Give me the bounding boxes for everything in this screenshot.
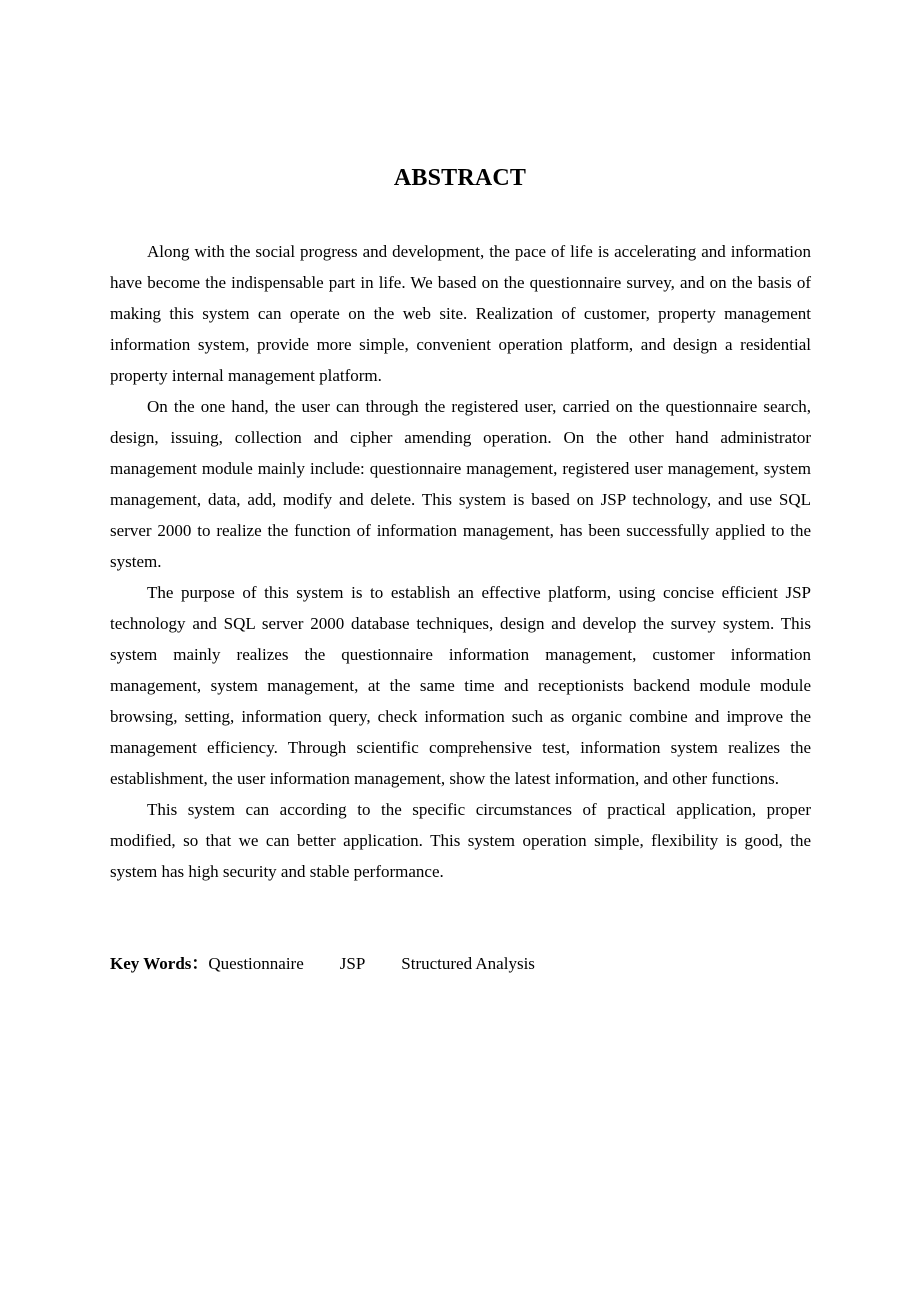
keywords-line: [110, 948, 535, 979]
abstract-title: ABSTRACT: [393, 165, 527, 191]
abstract-body: [110, 236, 811, 887]
abstract-paragraph-2: On the one hand, the user can through the registered user, carried on the questionnaire search, design, issuing, collection and cipher amending operation. On the other hand administrator management module mainly include: questionnaire management, registered user management, system management, data, add, modify and delete. This system is based on JSP technology, and use SQL server 2000 to realize the function of information management, has been successfully applied to the system.: [110, 397, 811, 571]
abstract-paragraph-3: The purpose of this system is to establish an effective platform, using concise efficient JSP technology and SQL server 2000 database techniques, design and develop the survey system. This system mainly realizes the questionnaire information management, customer information management, system management, at the same time and receptionists backend module module browsing, setting, information query, check information such as organic combine and improve the management efficiency. Through scientific comprehensive test, information system realizes the establishment, the user information management, show the latest information, and other functions.: [110, 583, 811, 788]
abstract-paragraph-1: Along with the social progress and development, the pace of life is accelerating and information have become the indispensable part in life. We based on the questionnaire survey, and on the basis of making this system can operate on the web site. Realization of customer, property management information system, provide more simple, convenient operation platform, and design a residential property internal management platform.: [110, 242, 811, 385]
abstract-paragraph-4: This system can according to the specific circumstances of practical application, proper modified, so that we can better application. This system operation simple, flexibility is good, the system has high security and stable performance.: [110, 800, 811, 881]
keywords-label: Key Words：: [110, 954, 209, 973]
keyword-item: Questionnaire: [208, 954, 304, 973]
keyword-item: Structured Analysis: [401, 954, 535, 973]
keyword-item: JSP: [339, 954, 366, 973]
